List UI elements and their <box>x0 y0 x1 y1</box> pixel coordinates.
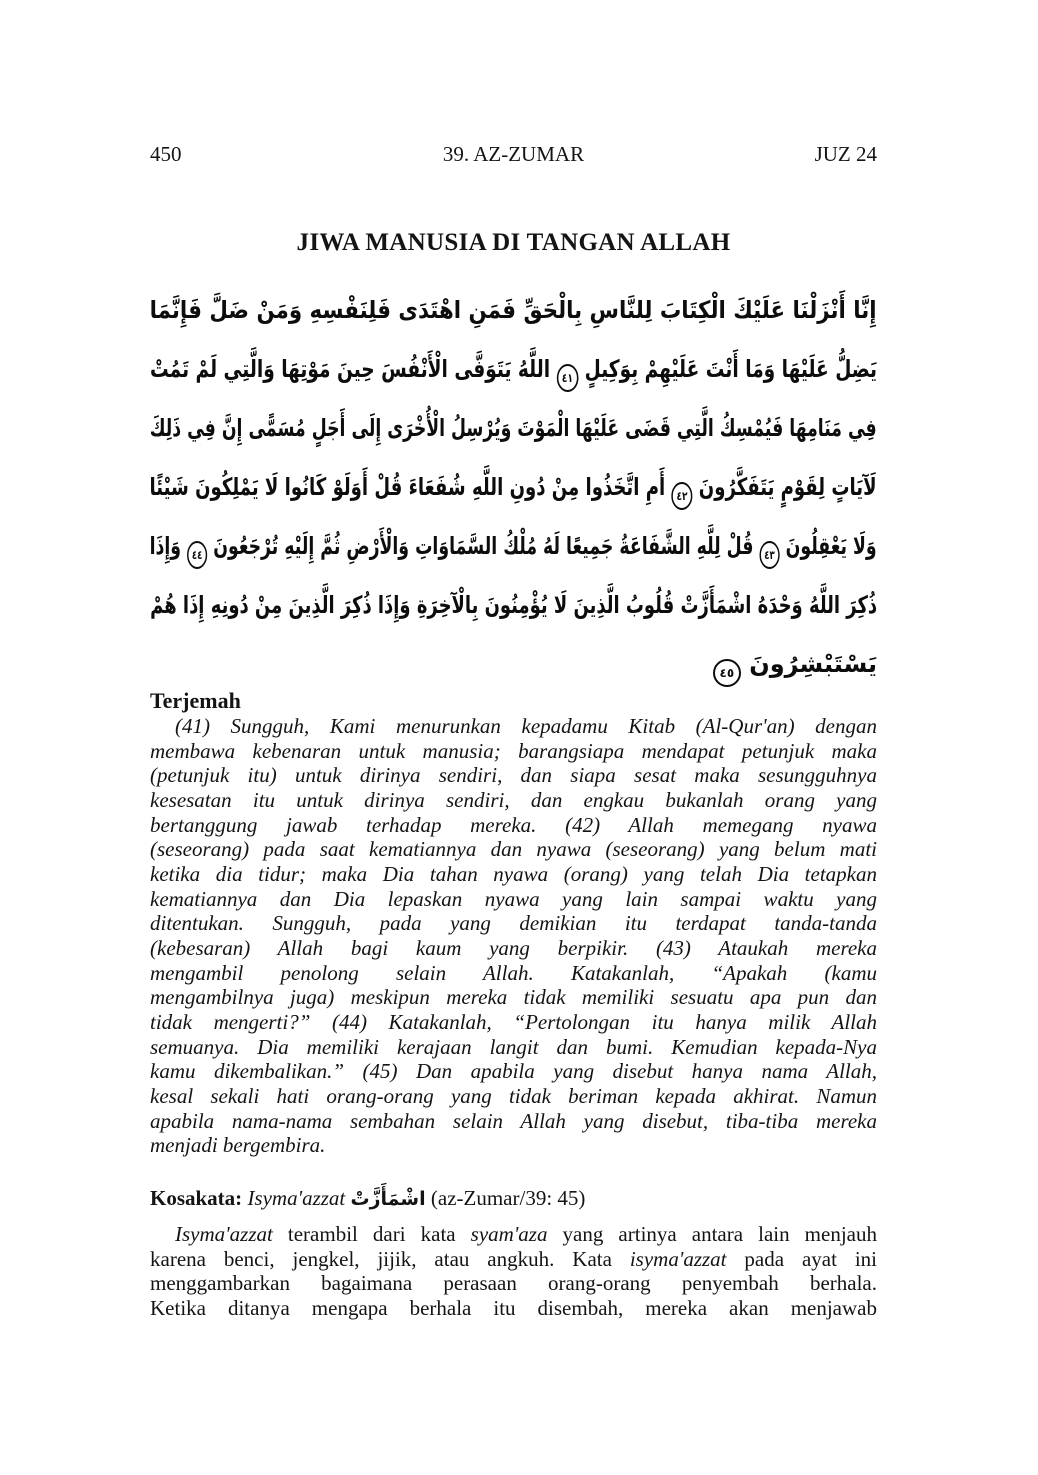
terjemah-line: membawa kebenaran untuk manusia; barangsiapa mendapat petunjuk maka <box>150 738 877 763</box>
section-title: JIWA MANUSIA DI TANGAN ALLAH <box>296 229 731 256</box>
ayah-marker-44: ٤٤ <box>187 541 207 569</box>
juz-label: JUZ 24 <box>814 142 877 166</box>
kosakata-paragraph-line: Ketika ditanya mengapa berhala itu disembah, mereka akan menjawab <box>150 1295 877 1320</box>
quran-line-6 <box>150 576 877 635</box>
terjemah-line: tidak mengerti?” (44) Katakanlah, “Pertolongan itu hanya milik Allah <box>150 1009 877 1034</box>
kosakata-arabic-word: اشْمَأَزَّتْ <box>350 1188 426 1210</box>
quran-line-5-text-c: وَإِذَا <box>150 532 182 560</box>
ayah-marker-42: ٤٢ <box>672 482 693 510</box>
kosakata-paragraph-text: terambil dari kata <box>272 1222 471 1246</box>
kosakata-paragraph-text: karena benci, jengkel, jijik, atau angkuh. Kata <box>150 1246 630 1271</box>
quran-line-2 <box>150 340 877 399</box>
quran-line-6-text: ذُكِرَ اللَّهُ وَحْدَهُ اشْمَأَزَّتْ قُلُوبُ الَّذِينَ لَا يُؤْمِنُونَ بِالْآخِرَةِ وَإِذَا ذُكِرَ الَّذِينَ مِنْ دُونِهِ إِذَا هُمْ <box>150 591 877 619</box>
terjemah-line: mengambil penolong selain Allah. Katakanlah, “Apakah (kamu <box>150 960 877 985</box>
kosakata-term-italic: isyma'azzat <box>629 1246 727 1271</box>
terjemah-line: mengambilnya juga) meskipun mereka tidak memiliki sesuatu apa pun dan <box>150 985 877 1010</box>
terjemah-line: kematiannya dan Dia lepaskan nyawa yang lain sampai waktu yang <box>150 886 877 911</box>
kosakata-paragraph <box>150 1222 877 1321</box>
kosakata-paragraph-text: pada ayat ini <box>726 1246 877 1271</box>
terjemah-line: ditentukan. Sungguh, pada yang demikian itu terdapat tanda-tanda <box>150 911 877 936</box>
kosakata-term-italic: Isyma'azzat <box>175 1222 273 1246</box>
terjemah-paragraph <box>150 714 877 1158</box>
terjemah-line: (kebesaran) Allah bagi kaum yang berpikir. (43) Ataukah mereka <box>150 935 877 960</box>
quran-line-4 <box>150 458 877 517</box>
quran-line-5-text-a: وَلَا يَعْقِلُونَ <box>786 532 877 560</box>
terjemah-heading: Terjemah <box>150 688 241 713</box>
quran-line-1 <box>150 281 877 340</box>
page-header <box>150 141 877 167</box>
kosakata-label: Kosakata: <box>150 1186 243 1210</box>
kosakata-paragraph-line <box>150 1247 877 1272</box>
terjemah-line: kesal sekali hati orang-orang yang tidak beriman kepada akhirat. Namun <box>150 1083 877 1108</box>
terjemah-line: semuanya. Dia memiliki kerajaan langit dan bumi. Kemudian kepada-Nya <box>150 1034 877 1059</box>
kosakata-paragraph-line <box>150 1222 877 1247</box>
terjemah-line: bertanggung jawab terhadap mereka. (42) Allah memegang nyawa <box>150 812 877 837</box>
quran-line-2-text-a: يَضِلُّ عَلَيْهَا وَمَا أَنْتَ عَلَيْهِمْ بِوَكِيلٍ <box>584 355 877 383</box>
terjemah-line: (petunjuk itu) untuk dirinya sendiri, dan siapa sesat maka sesungguhnya <box>150 763 877 788</box>
page-number: 450 <box>150 142 182 166</box>
kosakata-reference: (az-Zumar/39: 45) <box>430 1186 586 1210</box>
terjemah-line: kesesatan itu untuk dirinya sendiri, dan engkau bukanlah orang yang <box>150 787 877 812</box>
quran-line-4-text-a: لَآيَاتٍ لِقَوْمٍ يَتَفَكَّرُونَ <box>699 473 877 501</box>
terjemah-line: ketika dia tidur; maka Dia tahan nyawa (orang) yang telah Dia tetapkan <box>150 861 877 886</box>
quran-line-7-text: يَسْتَبْشِرُونَ <box>749 650 877 678</box>
quran-line-5 <box>150 517 877 576</box>
quran-line-7 <box>150 635 877 694</box>
ayah-marker-41: ٤١ <box>557 364 579 392</box>
kosakata-term: Isyma'azzat <box>247 1186 346 1210</box>
kosakata-paragraph-text: yang artinya antara lain menjauh <box>547 1222 877 1246</box>
quran-line-3-text: فِي مَنَامِهَا فَيُمْسِكُ الَّتِي قَضَى عَلَيْهَا الْمَوْتَ وَيُرْسِلُ الْأُخْرَى إِلَى أَجَلٍ مُسَمًّى إِنَّ فِي ذَلِكَ <box>149 414 877 442</box>
quran-line-2-text-b: اللَّهُ يَتَوَفَّى الْأَنْفُسَ حِينَ مَوْتِهَا وَالَّتِي لَمْ تَمُتْ <box>149 355 551 383</box>
quran-line-5-text-b: قُلْ لِلَّهِ الشَّفَاعَةُ جَمِيعًا لَهُ مُلْكُ السَّمَاوَاتِ وَالْأَرْضِ ثُمَّ إِلَيْهِ تُرْجَعُونَ <box>213 532 754 560</box>
quran-arabic-block <box>150 281 877 694</box>
terjemah-line: kamu dikembalikan.” (45) Dan apabila yang disebut hanya nama Allah, <box>150 1059 877 1084</box>
kosakata-heading <box>150 1185 877 1213</box>
terjemah-line: apabila nama-nama sembahan selain Allah yang disebut, tiba-tiba mereka <box>150 1108 877 1133</box>
terjemah-line: (seseorang) pada saat kematiannya dan nyawa (seseorang) yang belum mati <box>150 837 877 862</box>
terjemah-line: menjadi bergembira. <box>150 1133 326 1158</box>
quran-line-4-text-b: أَمِ اتَّخَذُوا مِنْ دُونِ اللَّهِ شُفَعَاءَ قُلْ أَوَلَوْ كَانُوا لَا يَمْلِكُونَ شَيْئًا <box>149 473 666 501</box>
quran-line-3 <box>150 399 877 458</box>
ayah-marker-43: ٤٣ <box>760 541 780 569</box>
kosakata-syamaza-italic: syam'aza <box>470 1222 548 1246</box>
ayah-marker-45: ٤٥ <box>713 659 741 687</box>
kosakata-paragraph-line: menggambarkan bagaimana perasaan orang-orang penyembah berhala. <box>150 1271 877 1296</box>
terjemah-line: (41) Sungguh, Kami menurunkan kepadamu Kitab (Al-Qur'an) dengan <box>175 714 877 738</box>
surah-title: 39. AZ-ZUMAR <box>442 142 585 166</box>
quran-line-1-text: إِنَّا أَنْزَلْنَا عَلَيْكَ الْكِتَابَ لِلنَّاسِ بِالْحَقِّ فَمَنِ اهْتَدَى فَلِنَفْسِهِ وَمَنْ ضَلَّ فَإِنَّمَا <box>149 296 877 324</box>
